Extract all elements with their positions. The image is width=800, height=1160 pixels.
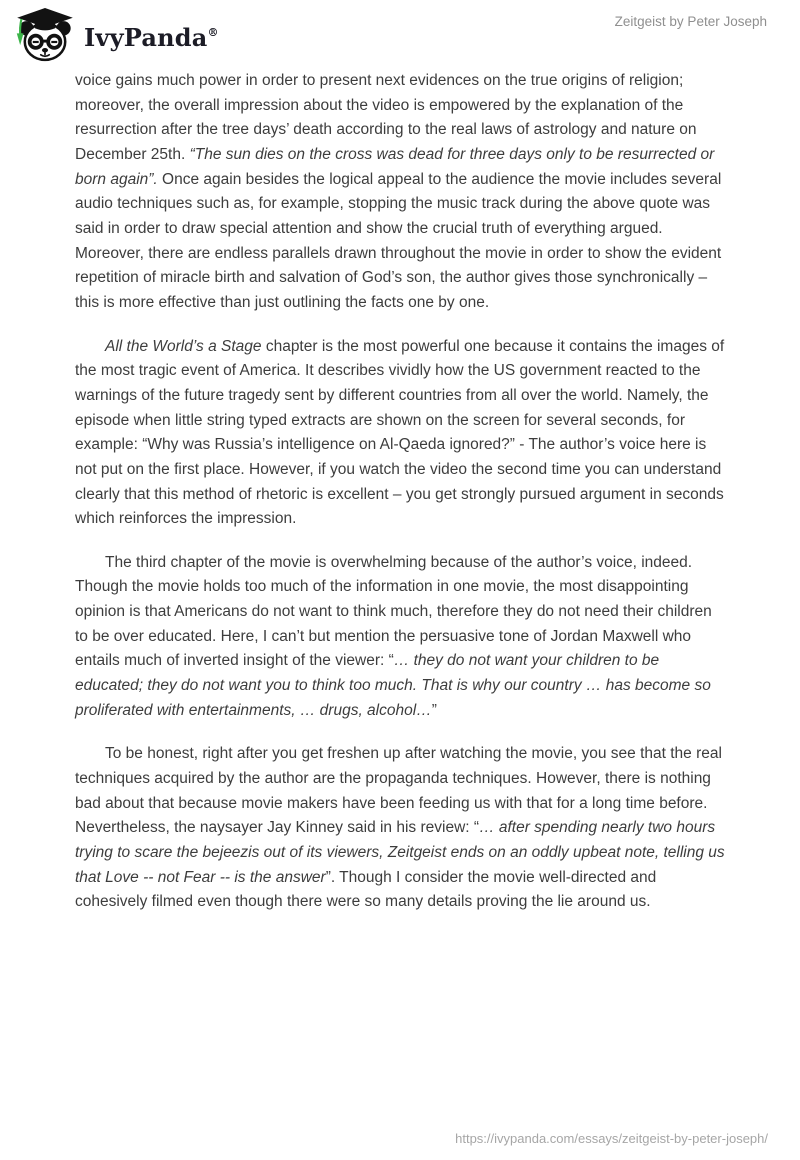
- panda-graduate-icon: [13, 6, 77, 69]
- paragraph: [75, 742, 725, 915]
- text-run: ”. Though I consider the movie well-directed and cohesively filmed even though there were so many details proving the lie around us.: [75, 868, 657, 911]
- text-run: To be honest, right after you get freshen up after watching the movie, you see that the real techniques acquired by the author are the propaganda techniques. However, there is nothing bad about that because movie makers have been feeding us with that for a long time before. Nevertheless, the naysayer Jay Kinney said in his review: “: [75, 745, 722, 837]
- footer-source-url: https://ivypanda.com/essays/zeitgeist-by-peter-joseph/: [455, 1131, 768, 1146]
- document-title: Zeitgeist by Peter Joseph: [614, 14, 767, 29]
- ivypanda-logo: [13, 6, 219, 69]
- italic-text-run: … they do not want your children to be educated; they do not want you to think too much. That is why our country … has become so proliferated with entertainments, … drugs, alcohol…: [75, 652, 711, 719]
- text-run: Once again besides the logical appeal to the audience the movie includes several audio techniques such as, for example, stopping the music track during the above quote was said in order to draw special attention and show the crucial truth of everything argued. Moreover, there are endless parallels drawn throughout the movie in order to show the evident repetition of miracle birth and salvation of God’s son, the author gives those synchronically – this is more effective than just outlining the facts one by one.: [75, 170, 722, 311]
- text-run: voice gains much power in order to present next evidences on the true origins of religion; moreover, the overall impression about the video is empowered by the explanation of the resurrection after the tree days’ death according to the real laws of astrology and nature on December 25th.: [75, 72, 697, 163]
- text-run: The third chapter of the movie is overwhelming because of the author’s voice, indeed. Though the movie holds too much of the information in one movie, the most disappointing opinion is that Americans do not want to think much, therefore they do not need their children to be over educated. Here, I can’t but mention the persuasive tone of Jordan Maxwell who entails much of inverted insight of the viewer: “: [75, 553, 712, 670]
- registered-mark: ®: [207, 25, 219, 39]
- italic-text-run: … after spending nearly two hours trying to scare the bejeezis out of its viewers, Zeitgeist ends on an oddly upbeat note, telling us that Love -- not Fear -- is the answer: [75, 819, 725, 886]
- text-run: ”: [431, 701, 437, 719]
- paragraph: [75, 69, 725, 316]
- italic-text-run: “The sun dies on the cross was dead for three days only to be resurrected or born again”.: [75, 145, 715, 188]
- paragraph: [75, 551, 725, 724]
- italic-text-run: All the World’s a Stage: [105, 337, 262, 355]
- paragraph: [75, 335, 725, 532]
- logo-wordmark: IvyPanda®: [84, 22, 219, 52]
- text-run: chapter is the most powerful one because it contains the images of the most tragic event of America. It describes vividly how the US government reacted to the warnings of the future tragedy sent by different countries from all over the world. Namely, the episode when little string typed extracts are shown on the screen for several seconds, for example: “Why was Russia’s intelligence on Al-Qaeda ignored?” - The author’s voice here is not put on the first place. However, if you watch the video the second time you can understand clearly that this method of rhetoric is excellent – you get strongly pursued argument in seconds which reinforces the impression.: [75, 337, 725, 528]
- essay-body: [75, 69, 725, 934]
